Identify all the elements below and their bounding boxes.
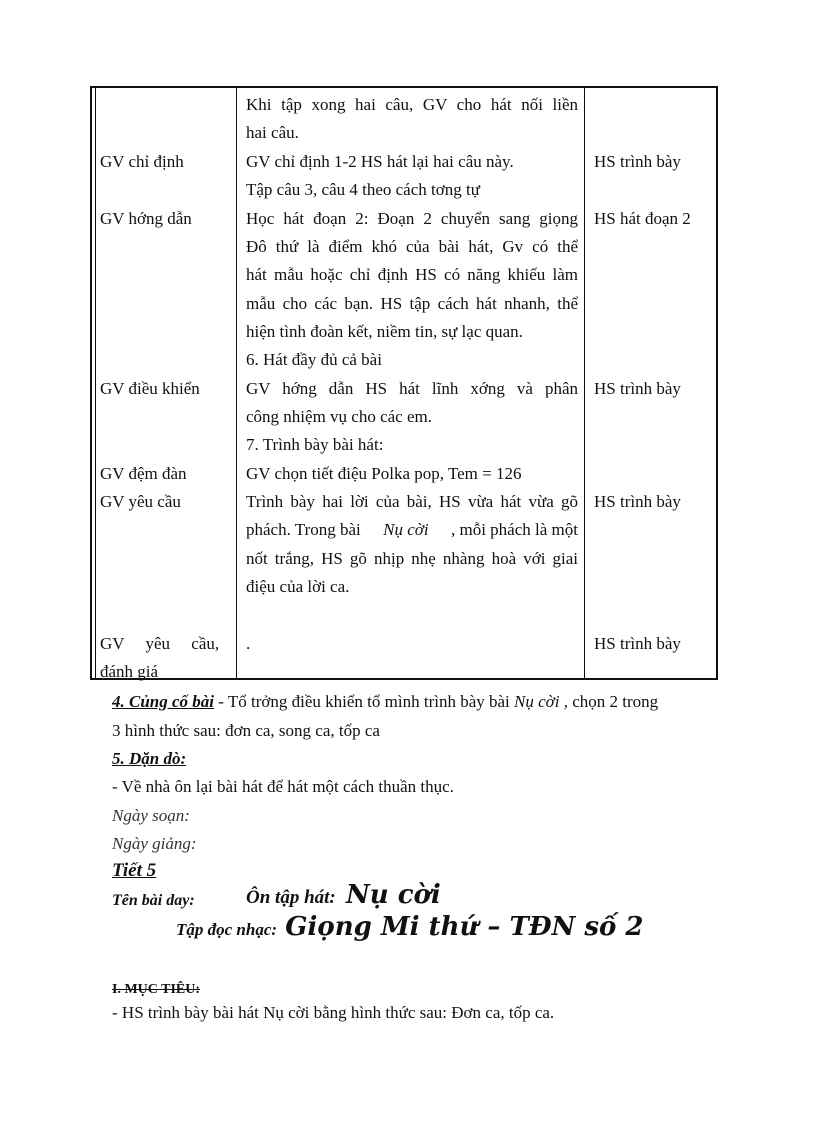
activity-table: Khi tập xong hai câu, GV cho hát nối liền hai câu. GV chỉ định GV chỉ định 1-2 HS hát lại hai câu này. Tập câu 3, câu 4 theo cách tơng tự HS trình bày GV hớng dẫn Học hát đoạn 2: Đoạn 2 chuyển sang giọng Đô thứ là điểm khó của bài hát, Gv có thể hát mẫu hoặc chỉ định HS có năng khiếu làm mẫu cho các bạn. HS tập cách hát nhanh, thể hiện tình đoàn kết, niềm tin, sự lạc quan. 6. Hát đầy đủ cả bài HS hát đoạn 2 GV điều khiển GV hớng dẫn HS hát lĩnh xớng và phân công nhiệm vụ cho các em. 7. Trình bày bài hát: HS trình bày GV đệm đàn GV chọn tiết điệu Polka pop, Tem = 126 GV yêu cầu Trình bày hai lời của bài, HS vừa hát vừa gõ phách. Trong bài Nụ cời , mỗi phách là một nốt trắng, HS gõ nhịp nhẹ nhàng hoà với giai điệu của lời ca. HS trình bày GV yêu cầu, đánh giá . HS trình bày — [90, 86, 718, 680]
objectives-heading: I. MỤC TIÊU: — [112, 982, 201, 997]
sight-reading-title: Giọng Mi thứ – TĐN số 2 — [285, 912, 644, 942]
objectives-line: - HS trình bày bài hát Nụ cời bằng hình thức sau: Đơn ca, tốp ca. — [112, 1003, 555, 1022]
column-divider-2 — [584, 88, 585, 678]
section-4-line-2: 3 hình thức sau: đơn ca, song ca, tốp ca — [112, 721, 380, 740]
sight-reading-line: Tập đọc nhạc: Giọng Mi thứ – TĐN số 2 — [176, 912, 644, 942]
lesson-number: Tiết 5 — [112, 860, 157, 881]
column-divider-1 — [236, 88, 237, 678]
lesson-name-label: Tên bài day: — [112, 892, 195, 909]
section-4-line-1: 4. Củng cố bài - Tổ trởng điều khiển tổ mình trình bày bài Nụ cời , chọn 2 trong — [112, 692, 659, 711]
section-5-line: - Về nhà ôn lại bài hát để hát một cách thuần thục. — [112, 777, 454, 796]
review-song-title: Nụ cời — [346, 880, 441, 910]
date-giang: Ngày giảng: — [112, 834, 197, 853]
review-song-line: Ôn tập hát: Nụ cời — [246, 880, 441, 910]
section-4-heading: 4. Củng cố bài — [112, 692, 215, 711]
section-5-heading: 5. Dặn dò: — [112, 749, 187, 768]
date-soan: Ngày soạn: — [112, 806, 190, 825]
